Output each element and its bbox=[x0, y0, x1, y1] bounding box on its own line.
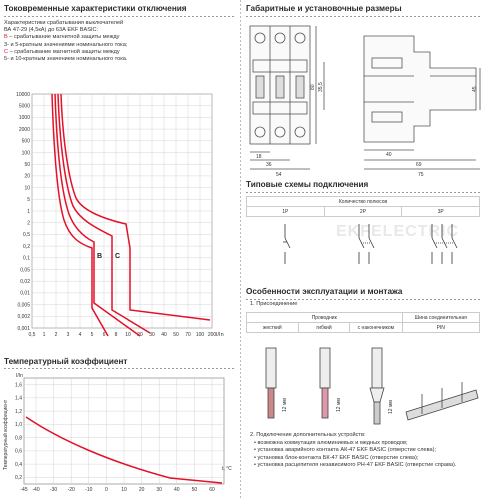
features-title-rule bbox=[246, 299, 480, 300]
temp-x-tick: 0 bbox=[105, 487, 108, 493]
dim-80: 80 bbox=[310, 84, 316, 90]
trip-x-tick: 50 bbox=[173, 332, 179, 338]
schemes-table bbox=[246, 196, 480, 267]
temp-x-tick: 30 bbox=[156, 487, 162, 493]
temp-x-tick: 50 bbox=[191, 487, 198, 493]
trip-description bbox=[4, 20, 236, 63]
dim-355: 35,5 bbox=[318, 82, 324, 92]
trip-y-tick: 0,1 bbox=[23, 255, 30, 262]
b-text: – срабатывание магнитной защиты между bbox=[7, 34, 120, 41]
col-rigid: жесткий bbox=[247, 323, 299, 333]
feature-text-3: установка блок-контакта БК-47 EKF BASIC (отверстие слева); bbox=[257, 454, 419, 461]
trip-y-tick: 500 bbox=[21, 138, 30, 145]
c-letter: C bbox=[4, 48, 9, 55]
trip-x-tick: 100 bbox=[195, 332, 205, 338]
col-lug: с наконечником bbox=[350, 323, 402, 333]
dim-36: 36 bbox=[266, 162, 272, 168]
trip-x-tick: 20 bbox=[137, 332, 143, 338]
trip-x-tick: 10 bbox=[125, 332, 131, 338]
trip-desc-b bbox=[4, 34, 236, 41]
trip-y-tick: 0,5 bbox=[23, 232, 30, 239]
col-3p: 3P bbox=[402, 207, 480, 217]
temp-y-unit: I/In bbox=[16, 373, 23, 379]
trip-desc-line1: Характеристики срабатывания выключателей bbox=[4, 20, 124, 26]
dim-45: 45 bbox=[472, 86, 478, 92]
trip-x-tick: 8 bbox=[114, 332, 118, 338]
feature-text-1: возможна коммутация алюминиевых и медных проводов; bbox=[257, 440, 408, 446]
schemes-title: Типовые схемы подключения bbox=[246, 180, 369, 189]
temp-y-tick: 0,6 bbox=[15, 448, 22, 455]
temp-x-extra: -45 bbox=[20, 487, 28, 493]
trip-y-tick: 2000 bbox=[18, 126, 30, 133]
mm-lug: 12 мм bbox=[388, 400, 394, 414]
temp-x-tick: 40 bbox=[174, 487, 180, 493]
conductors-table bbox=[246, 312, 480, 419]
b-text-2: 3- и 5-кратным значениями номинального тока; bbox=[4, 41, 128, 48]
col-pin: PIN bbox=[402, 323, 479, 333]
trip-y-tick: 0,005 bbox=[17, 302, 30, 309]
trip-y-tick: 0,2 bbox=[23, 243, 30, 250]
trip-y-tick: 0,001 bbox=[17, 325, 30, 332]
trip-title: Токовременные характеристики отключения bbox=[4, 4, 187, 13]
flexible-wire bbox=[320, 348, 330, 418]
dims-title-rule bbox=[246, 16, 480, 17]
scheme-3p bbox=[432, 224, 457, 264]
trip-x-tick: 200 bbox=[207, 332, 217, 338]
feature-bullet-4: • установка расцепителя независимого РН-47 EKF BASIC (отверстие справа). bbox=[254, 461, 457, 468]
temp-x-tick: -20 bbox=[67, 487, 75, 493]
trip-y-tick: 1000 bbox=[18, 115, 30, 122]
rigid-wire bbox=[266, 348, 276, 418]
temp-x-tick: 60 bbox=[209, 487, 215, 493]
temp-x-tick: -40 bbox=[32, 487, 40, 493]
trip-x-tick: 4 bbox=[78, 332, 82, 338]
feature-bullet-3: • установка блок-контакта БК-47 EKF BASIC (отверстие слева); bbox=[254, 454, 419, 461]
side-view bbox=[364, 36, 480, 169]
trip-y-tick: 10 bbox=[24, 185, 30, 192]
poles-header: Количество полюсов bbox=[247, 197, 480, 207]
trip-y-tick: 100 bbox=[21, 150, 30, 157]
watermark: EKFELECTRIC bbox=[336, 223, 459, 240]
trip-desc-c bbox=[4, 49, 236, 56]
b-letter: B bbox=[4, 34, 8, 41]
feature-bullet-2: • установка аварийного контакта АК-47 EKF BASIC (отверстие слева); bbox=[254, 447, 437, 454]
trip-title-rule bbox=[4, 16, 234, 17]
temp-x-tick: -30 bbox=[49, 487, 58, 493]
temp-chart bbox=[0, 370, 238, 500]
trip-y-tick: 10000 bbox=[16, 91, 30, 98]
feature-bullet-1: • возможна коммутация алюминиевых и медных проводов; bbox=[254, 440, 408, 446]
features-list bbox=[254, 440, 480, 469]
temp-x-tick: -10 bbox=[85, 487, 93, 493]
temp-y-tick: 1,2 bbox=[15, 408, 22, 415]
temp-title: Температурный коэффициент bbox=[4, 357, 128, 366]
col-flexible: гибкий bbox=[298, 323, 350, 333]
dim-54: 54 bbox=[276, 172, 282, 178]
col-1p: 1P bbox=[247, 207, 325, 217]
trip-y-tick: 50 bbox=[24, 162, 30, 168]
trip-y-tick: 0,002 bbox=[17, 314, 30, 321]
col-2p: 2P bbox=[324, 207, 402, 217]
temp-y-tick: 0,4 bbox=[15, 461, 22, 468]
trip-x-ticks bbox=[29, 332, 217, 338]
trip-x-tick: 30 bbox=[149, 332, 155, 338]
trip-chart bbox=[0, 88, 238, 350]
mm-flexible: 12 мм bbox=[336, 398, 342, 412]
temp-y-tick: 0,2 bbox=[15, 475, 22, 482]
temp-y-tick: 1,0 bbox=[15, 422, 22, 429]
temp-y-tick: 0,8 bbox=[15, 435, 22, 442]
schemes-symbols bbox=[246, 218, 480, 272]
temp-y-tick: 1,6 bbox=[15, 382, 22, 389]
item2-label: 2. Подключение дополнительных устройств: bbox=[250, 432, 366, 438]
busbar-header: Шина соединительная bbox=[402, 313, 479, 323]
dim-18: 18 bbox=[256, 154, 262, 160]
trip-x-tick: 3 bbox=[66, 332, 70, 338]
feature-text-2: установка аварийного контакта АК-47 EKF BASIC (отверстие слева); bbox=[257, 447, 437, 454]
curve-label-c: C bbox=[115, 253, 121, 260]
trip-y-tick: 0,01 bbox=[20, 290, 30, 297]
curve-outer bbox=[61, 94, 210, 320]
temp-y-tick: 1,4 bbox=[15, 395, 22, 402]
trip-x-tick: 2 bbox=[54, 332, 58, 338]
temp-x-unit: t, °C bbox=[222, 466, 232, 472]
item1-label: 1. Присоединение bbox=[250, 301, 298, 307]
trip-x-tick: 70 bbox=[185, 332, 191, 338]
trip-x-tick: 1 bbox=[42, 332, 46, 338]
temp-grid bbox=[15, 378, 224, 493]
schemes-title-rule bbox=[246, 192, 480, 193]
trip-y-tick: 0,05 bbox=[20, 267, 30, 274]
curve-label-b: B bbox=[97, 253, 103, 260]
trip-x-tick: 0,5 bbox=[28, 332, 36, 338]
mm-rigid: 12 мм bbox=[282, 398, 288, 412]
x-unit: I/In bbox=[216, 332, 224, 338]
c-text-2: 5- и 10-кратным значением номинального тока. bbox=[4, 56, 128, 63]
temp-x-tick: 20 bbox=[138, 487, 145, 493]
c-text: – срабатывание магнитной защиты между bbox=[8, 48, 120, 55]
temp-x-tick: 10 bbox=[121, 487, 127, 493]
trip-desc-line2: ВА 47-29 (4,5кА) до 63А EKF BASIC: bbox=[4, 27, 99, 34]
trip-x-tick: 5 bbox=[90, 332, 94, 338]
dims-title: Габаритные и установочные размеры bbox=[246, 4, 402, 13]
busbar bbox=[406, 382, 478, 420]
features-title: Особенности эксплуатации и монтажа bbox=[246, 287, 403, 296]
trip-x-tick: 6 bbox=[102, 332, 106, 338]
trip-y-tick: 0,02 bbox=[20, 279, 30, 285]
trip-y-tick: 20 bbox=[24, 173, 30, 180]
trip-grid bbox=[32, 94, 212, 328]
scheme-1p bbox=[283, 224, 290, 264]
trip-y-ticks bbox=[16, 92, 30, 332]
temp-y-label: Температурный коэффициент bbox=[3, 399, 9, 470]
dim-75: 75 bbox=[418, 172, 424, 178]
column-separator bbox=[240, 0, 241, 500]
dims-drawing bbox=[244, 18, 484, 178]
temp-title-rule bbox=[4, 368, 234, 369]
feature-text-4: установка расцепителя независимого РН-47 EKF BASIC (отверстие справа). bbox=[257, 461, 457, 468]
trip-y-tick: 1 bbox=[27, 208, 30, 215]
trip-y-tick: 5 bbox=[27, 197, 30, 204]
trip-y-tick: 5000 bbox=[18, 103, 30, 110]
trip-x-tick: 40 bbox=[161, 332, 167, 338]
conductor-illustrations bbox=[246, 342, 480, 432]
conductor-header: Проводник bbox=[247, 313, 403, 323]
lug-wire bbox=[370, 348, 384, 424]
front-view bbox=[250, 26, 324, 169]
trip-y-tick: 2 bbox=[27, 220, 30, 227]
dim-40: 40 bbox=[386, 152, 392, 158]
dim-69: 69 bbox=[416, 162, 422, 168]
scheme-2p bbox=[359, 224, 374, 264]
